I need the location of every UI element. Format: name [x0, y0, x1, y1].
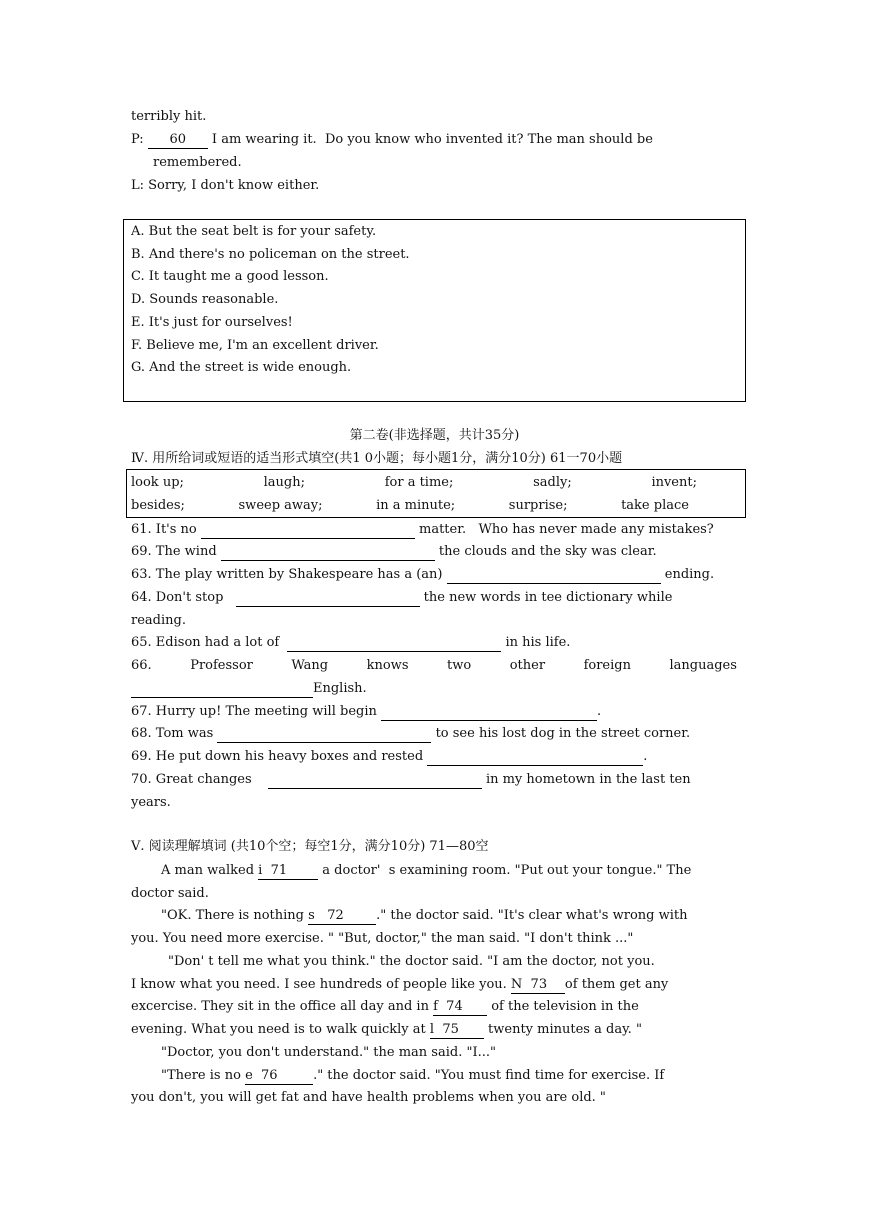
word: foreign [583, 658, 631, 673]
section5-heading: Ⅴ. 阅读理解填词 (共10个空；每空1分，满分10分) 71—80空 [131, 839, 489, 854]
blank-75[interactable]: l 75 [430, 1021, 484, 1039]
word-item: for a time; [384, 475, 454, 490]
passage-line: "There is no e 76 ." the doctor said. "You must find time for exercise. If [161, 1068, 665, 1083]
passage-line: "Doctor, you don't understand." the man said. "I..." [161, 1045, 496, 1060]
dialogue-line-l: L: Sorry, I don't know either. [131, 178, 320, 193]
question-63: 63. The play written by Shakespeare has a (an) ending. [131, 567, 715, 582]
answer-blank[interactable] [131, 680, 313, 698]
section4-heading: Ⅳ. 用所给词或短语的适当形式填空(共1 0小题；每小题1分，满分10分) 61一70小题 [131, 451, 623, 466]
word-item: sadly; [533, 475, 572, 490]
answer-blank[interactable] [201, 521, 415, 539]
question-66-cont: English. [131, 680, 367, 698]
question-69: 69. He put down his heavy boxes and rested . [131, 749, 648, 764]
answer-blank[interactable] [236, 589, 420, 607]
passage-line: you don't, you will get fat and have health problems when you are old. " [131, 1090, 606, 1105]
word-box-row-2 [131, 497, 689, 514]
blank-60[interactable]: 60 [148, 131, 208, 149]
answer-blank[interactable] [287, 634, 501, 652]
passage-line: "Don' t tell me what you think." the doctor said. "I am the doctor, not you. [168, 954, 655, 969]
passage-line: I know what you need. I see hundreds of people like you. N 73 of them get any [131, 977, 669, 992]
word-box-row-1 [131, 474, 697, 491]
answer-blank[interactable] [381, 703, 597, 721]
word-item: take place [621, 498, 689, 513]
question-66 [131, 657, 737, 674]
question-65: 65. Edison had a lot of in his life. [131, 635, 571, 650]
answer-blank[interactable] [221, 543, 435, 561]
question-61: 61. It's no matter. Who has never made any mistakes? [131, 522, 714, 537]
word-item: invent; [651, 475, 697, 490]
passage-line: excercise. They sit in the office all day and in f 74 of the television in the [131, 999, 639, 1014]
blank-71[interactable]: i 71 [258, 862, 318, 880]
option-b: B. And there's no policeman on the street. [131, 247, 410, 262]
blank-74[interactable]: f 74 [433, 998, 487, 1016]
option-a: A. But the seat belt is for your safety. [131, 224, 377, 239]
blank-76[interactable]: e 76 [245, 1067, 313, 1085]
word: languages [669, 658, 737, 673]
dialogue-line-p: P: 60 I am wearing it. Do you know who invented it? The man should be [131, 132, 653, 147]
option-d: D. Sounds reasonable. [131, 292, 279, 307]
passage-line: you. You need more exercise. " "But, doctor," the man said. "I don't think ..." [131, 931, 634, 946]
blank-73[interactable]: N 73 [511, 976, 565, 994]
dialogue-line: remembered. [153, 155, 242, 170]
option-f: F. Believe me, I'm an excellent driver. [131, 338, 379, 353]
word-item: in a minute; [376, 498, 456, 513]
option-c: C. It taught me a good lesson. [131, 269, 329, 284]
question-64-cont: reading. [131, 613, 186, 628]
word-item: besides; [131, 498, 185, 513]
dialogue-line: terribly hit. [131, 109, 207, 124]
question-68: 68. Tom was to see his lost dog in the street corner. [131, 726, 691, 741]
blank-72[interactable]: s 72 [308, 907, 376, 925]
answer-blank[interactable] [447, 566, 661, 584]
option-e: E. It's just for ourselves! [131, 315, 293, 330]
word-item: surprise; [508, 498, 568, 513]
word: 66. [131, 658, 152, 673]
passage-line: doctor said. [131, 886, 209, 901]
word-item: look up; [131, 475, 184, 490]
answer-blank[interactable] [217, 725, 431, 743]
answer-blank[interactable] [268, 771, 482, 789]
word-item: laugh; [263, 475, 305, 490]
question-70-cont: years. [131, 795, 171, 810]
word: knows [366, 658, 409, 673]
question-64: 64. Don't stop the new words in tee dictionary while [131, 590, 673, 605]
word: two [447, 658, 472, 673]
passage-line: A man walked i 71 a doctor' s examining room. "Put out your tongue." The [161, 863, 692, 878]
passage-line: "OK. There is nothing s 72 ." the doctor said. "It's clear what's wrong with [161, 908, 688, 923]
answer-blank[interactable] [427, 748, 643, 766]
question-70: 70. Great changes in my hometown in the last ten [131, 772, 691, 787]
word-item: sweep away; [238, 498, 323, 513]
part2-title: 第二卷(非选择题，共计35分) [349, 428, 520, 443]
question-62: 69. The wind the clouds and the sky was clear. [131, 544, 657, 559]
passage-line: evening. What you need is to walk quickly at l 75 twenty minutes a day. " [131, 1022, 642, 1037]
word: Wang [291, 658, 329, 673]
word: Professor [190, 658, 253, 673]
question-67: 67. Hurry up! The meeting will begin . [131, 704, 602, 719]
option-g: G. And the street is wide enough. [131, 360, 352, 375]
word: other [509, 658, 546, 673]
